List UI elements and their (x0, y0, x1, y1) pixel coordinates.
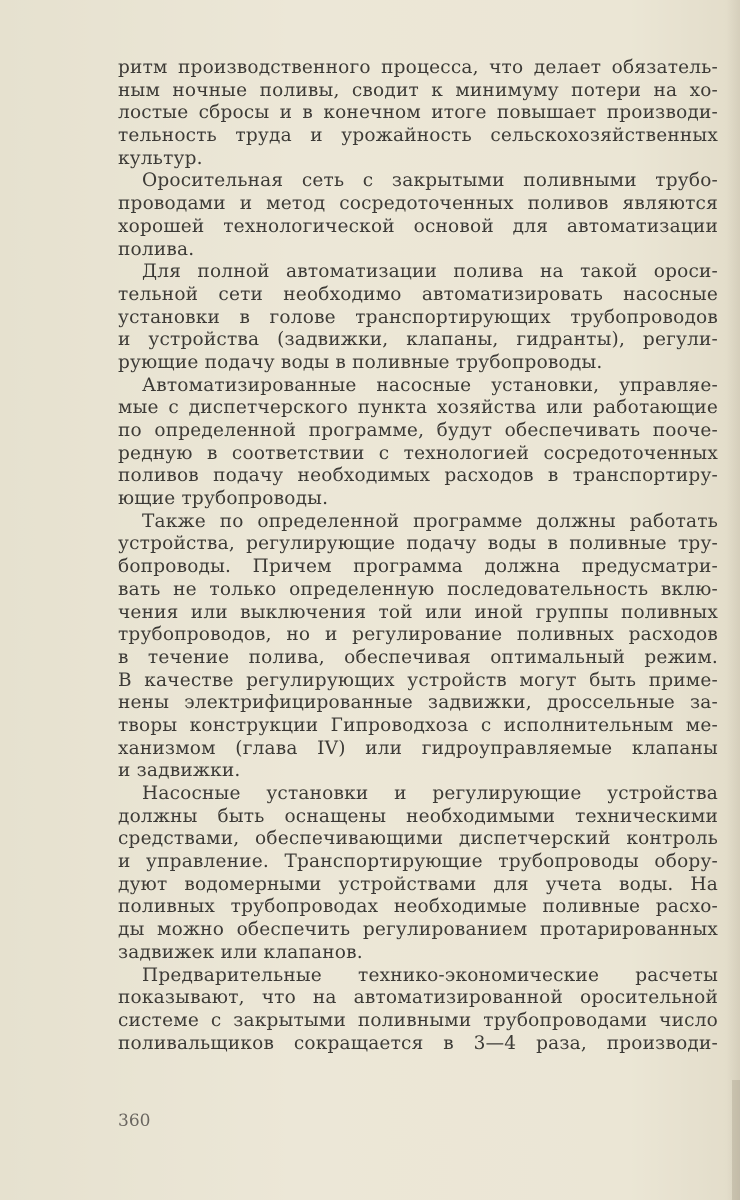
text-line: тельность труда и урожайность сельскохозяйственных (118, 125, 718, 147)
text-line: полива. (118, 238, 195, 260)
page-corner-shadow (732, 1080, 740, 1200)
text-line: творы конструкции Гипроводхоза с исполнительным ме- (118, 714, 718, 736)
text-line: бопроводы. Причем программа должна предусматри- (118, 556, 718, 578)
text-line: Автоматизированные насосные установки, управляе- (142, 374, 718, 396)
body-text (118, 57, 718, 1055)
text-line: лостые сбросы и в конечном итоге повышает производи- (118, 102, 718, 124)
text-line: ритм производственного процесса, что делает обязатель- (118, 57, 718, 78)
text-line: мые с диспетчерского пункта хозяйства или работающие (118, 397, 718, 419)
text-line: Для полной автоматизации полива на такой ороси- (142, 261, 718, 283)
text-line: и задвижки. (118, 760, 241, 782)
text-line: ды можно обеспечить регулированием протарированных (118, 919, 718, 941)
text-line: редную в соответствии с технологией сосредоточенных (118, 442, 718, 464)
text-line: задвижек или клапанов. (118, 941, 363, 963)
text-line: поливальщиков сокращается в 3—4 раза, производи- (118, 1032, 718, 1054)
text-line: хорошей технологической основой для автоматизации (118, 215, 718, 237)
text-line: показывают, что на автоматизированной оросительной (118, 987, 718, 1009)
text-line: устройства, регулирующие подачу воды в поливные тру- (118, 533, 718, 555)
text-line: средствами, обеспечивающими диспетчерский контроль (118, 828, 718, 850)
text-line: дуют водомерными устройствами для учета воды. На (118, 873, 718, 895)
text-line: трубопроводов, но и регулирование поливных расходов (118, 624, 718, 646)
text-line: ющие трубопроводы. (118, 488, 329, 510)
text-line: рующие подачу воды в поливные трубопроводы. (118, 351, 603, 373)
page-number: 360 (118, 1111, 151, 1131)
text-line: проводами и метод сосредоточенных поливов являются (118, 193, 718, 215)
text-line: вать не только определенную последовательность вклю- (118, 578, 718, 600)
page-edge-shadow (726, 0, 740, 1200)
text-line: тельной сети необходимо автоматизировать насосные (118, 283, 718, 305)
text-line: должны быть оснащены необходимыми техническими (118, 805, 718, 827)
text-line: ным ночные поливы, сводит к минимуму потери на хо- (118, 79, 718, 101)
text-line: Насосные установки и регулирующие устройства (142, 783, 718, 804)
text-line: Также по определенной программе должны работать (142, 510, 718, 532)
text-line: установки в голове транспортирующих трубопроводов (118, 306, 718, 328)
text-line: в течение полива, обеспечивая оптимальный режим. (118, 646, 718, 668)
text-line: по определенной программе, будут обеспечивать пооче- (118, 420, 718, 441)
text-line: нены электрифицированные задвижки, дроссельные за- (118, 692, 718, 714)
text-line: поливных трубопроводах необходимые поливные расхо- (118, 896, 718, 918)
text-line: Предварительные технико-экономические расчеты (142, 964, 718, 986)
text-line: и устройства (задвижки, клапаны, гидранты), регули- (118, 329, 718, 351)
text-line: чения или выключения той или иной группы поливных (118, 601, 718, 623)
text-line: культур. (118, 147, 203, 169)
text-line: системе с закрытыми поливными трубопроводами число (118, 1009, 718, 1031)
text-line: Оросительная сеть с закрытыми поливными трубо- (142, 170, 718, 192)
text-line: и управление. Транспортирующие трубопроводы обору- (118, 851, 718, 873)
text-line: ханизмом (глава IV) или гидроуправляемые клапаны (118, 737, 718, 759)
text-line: поливов подачу необходимых расходов в транспортиру- (118, 465, 718, 487)
text-line: В качестве регулирующих устройств могут быть приме- (118, 669, 718, 691)
